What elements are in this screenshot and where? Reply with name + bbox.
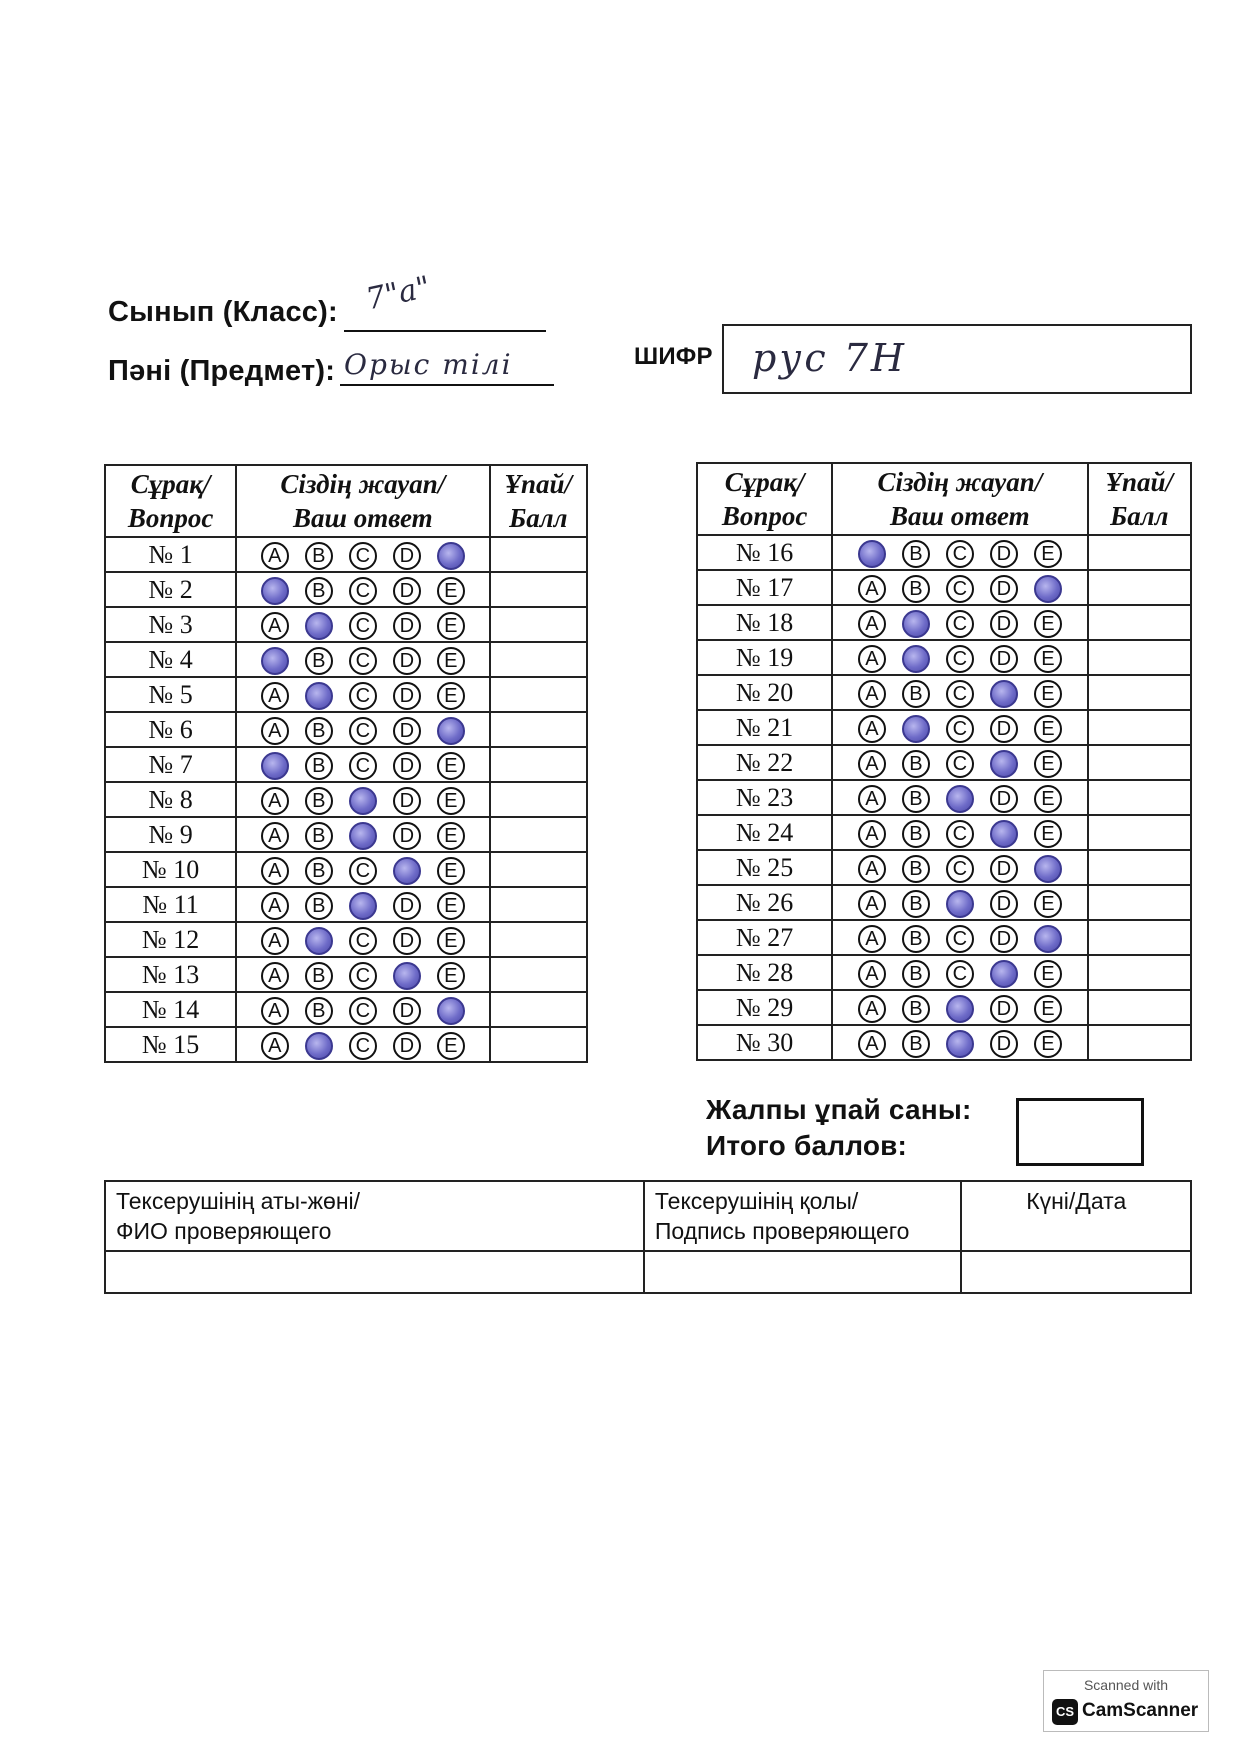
option-bubble-a[interactable]: A <box>858 820 886 848</box>
option-bubble-d[interactable]: D <box>990 645 1018 673</box>
score-cell <box>1088 640 1191 675</box>
option-bubble-a[interactable]: A <box>858 995 886 1023</box>
option-bubble-c[interactable]: C <box>349 997 377 1025</box>
score-header: Ұпай/ Балл <box>1088 463 1191 535</box>
option-bubble-a[interactable]: A <box>261 787 289 815</box>
question-row <box>697 605 1191 640</box>
option-bubble-a[interactable]: A <box>858 785 886 813</box>
option-bubble-b[interactable]: B <box>305 542 333 570</box>
option-bubble-b[interactable] <box>902 645 930 673</box>
option-bubble-a[interactable] <box>261 577 289 605</box>
total-score-box <box>1016 1098 1144 1166</box>
option-bubble-d[interactable]: D <box>990 855 1018 883</box>
option-bubble-c[interactable]: C <box>349 752 377 780</box>
option-bubble-e[interactable]: E <box>437 647 465 675</box>
question-header: Сұрақ/ Вопрос <box>697 463 832 535</box>
question-row <box>697 850 1191 885</box>
answer-options <box>236 537 489 572</box>
question-number: № 4 <box>105 642 236 677</box>
score-cell <box>490 817 587 852</box>
option-bubble-e[interactable]: E <box>437 787 465 815</box>
option-bubble-e[interactable] <box>437 717 465 745</box>
option-bubble-a[interactable]: A <box>261 892 289 920</box>
question-number: № 11 <box>105 887 236 922</box>
answer-options <box>832 850 1087 885</box>
option-bubble-b[interactable]: B <box>902 855 930 883</box>
option-bubble-d[interactable]: D <box>990 540 1018 568</box>
option-bubble-d[interactable] <box>990 750 1018 778</box>
question-row <box>697 920 1191 955</box>
option-bubble-b[interactable]: B <box>305 997 333 1025</box>
answer-options <box>832 605 1087 640</box>
question-number: № 1 <box>105 537 236 572</box>
question-number: № 29 <box>697 990 832 1025</box>
answer-options <box>832 535 1087 570</box>
question-row <box>697 640 1191 675</box>
camscanner-logo-icon: CS <box>1052 1699 1078 1725</box>
option-bubble-d[interactable]: D <box>990 715 1018 743</box>
option-bubble-a[interactable] <box>858 540 886 568</box>
option-bubble-a[interactable]: A <box>261 962 289 990</box>
option-bubble-b[interactable]: B <box>902 820 930 848</box>
option-bubble-c[interactable] <box>946 785 974 813</box>
question-row <box>105 887 587 922</box>
reviewer-name-header: Тексерушінің аты-жөні/ ФИО проверяющего <box>105 1181 644 1251</box>
answer-options <box>832 955 1087 990</box>
answer-options <box>832 675 1087 710</box>
option-bubble-e[interactable]: E <box>1034 785 1062 813</box>
question-number: № 21 <box>697 710 832 745</box>
question-number: № 30 <box>697 1025 832 1060</box>
option-bubble-a[interactable]: A <box>858 925 886 953</box>
option-bubble-d[interactable]: D <box>393 997 421 1025</box>
answer-options <box>832 885 1087 920</box>
option-bubble-d[interactable] <box>990 820 1018 848</box>
answer-options <box>832 815 1087 850</box>
question-number: № 27 <box>697 920 832 955</box>
question-number: № 5 <box>105 677 236 712</box>
option-bubble-d[interactable]: D <box>990 610 1018 638</box>
cipher-value: рус 7Н <box>752 336 908 380</box>
option-bubble-b[interactable]: B <box>902 540 930 568</box>
option-bubble-a[interactable]: A <box>261 822 289 850</box>
option-bubble-a[interactable]: A <box>858 960 886 988</box>
option-bubble-c[interactable]: C <box>946 645 974 673</box>
option-bubble-b[interactable]: B <box>902 925 930 953</box>
score-cell <box>1088 745 1191 780</box>
question-number: № 28 <box>697 955 832 990</box>
question-row <box>697 745 1191 780</box>
option-bubble-c[interactable]: C <box>946 820 974 848</box>
option-bubble-b[interactable]: B <box>305 857 333 885</box>
answer-options <box>832 640 1087 675</box>
option-bubble-b[interactable]: B <box>305 962 333 990</box>
watermark-line2: CamScanner <box>1082 1700 1199 1721</box>
option-bubble-c[interactable] <box>946 995 974 1023</box>
answer-options <box>832 990 1087 1025</box>
option-bubble-e[interactable]: E <box>437 577 465 605</box>
question-number: № 23 <box>697 780 832 815</box>
option-bubble-c[interactable]: C <box>349 577 377 605</box>
option-bubble-d[interactable]: D <box>393 927 421 955</box>
question-row <box>105 677 587 712</box>
option-bubble-c[interactable]: C <box>349 612 377 640</box>
question-row <box>105 957 587 992</box>
answer-options <box>236 887 489 922</box>
question-row <box>697 1025 1191 1060</box>
question-row <box>697 780 1191 815</box>
question-row <box>105 782 587 817</box>
option-bubble-a[interactable]: A <box>858 855 886 883</box>
option-bubble-d[interactable] <box>990 680 1018 708</box>
option-bubble-a[interactable]: A <box>858 680 886 708</box>
question-number: № 16 <box>697 535 832 570</box>
option-bubble-d[interactable]: D <box>990 995 1018 1023</box>
question-number: № 7 <box>105 747 236 782</box>
score-cell <box>490 922 587 957</box>
option-bubble-b[interactable]: B <box>902 995 930 1023</box>
score-cell <box>1088 675 1191 710</box>
option-bubble-d[interactable] <box>990 960 1018 988</box>
score-cell <box>490 747 587 782</box>
question-number: № 2 <box>105 572 236 607</box>
option-bubble-c[interactable]: C <box>946 855 974 883</box>
option-bubble-c[interactable]: C <box>349 962 377 990</box>
option-bubble-b[interactable] <box>902 610 930 638</box>
total-label-kz: Жалпы ұпай саны: <box>706 1094 972 1125</box>
question-number: № 13 <box>105 957 236 992</box>
answer-options <box>236 712 489 747</box>
option-bubble-d[interactable]: D <box>393 647 421 675</box>
answer-options <box>832 1025 1087 1060</box>
answer-options <box>832 780 1087 815</box>
option-bubble-e[interactable]: E <box>437 857 465 885</box>
option-bubble-b[interactable] <box>305 1032 333 1060</box>
question-row <box>697 535 1191 570</box>
answer-options <box>236 817 489 852</box>
option-bubble-e[interactable]: E <box>1034 890 1062 918</box>
option-bubble-e[interactable]: E <box>1034 715 1062 743</box>
score-header: Ұпай/ Балл <box>490 465 587 537</box>
score-cell <box>490 782 587 817</box>
question-row <box>105 852 587 887</box>
question-row <box>105 1027 587 1062</box>
option-bubble-c[interactable]: C <box>946 750 974 778</box>
reviewer-name-cell <box>105 1251 644 1293</box>
option-bubble-a[interactable]: A <box>858 750 886 778</box>
score-cell <box>490 607 587 642</box>
option-bubble-c[interactable]: C <box>349 927 377 955</box>
question-row <box>105 747 587 782</box>
question-number: № 3 <box>105 607 236 642</box>
question-row <box>697 955 1191 990</box>
option-bubble-b[interactable]: B <box>902 680 930 708</box>
option-bubble-e[interactable]: E <box>1034 1030 1062 1058</box>
option-bubble-c[interactable]: C <box>349 857 377 885</box>
date-header: Күні/Дата <box>961 1181 1191 1251</box>
question-number: № 9 <box>105 817 236 852</box>
answer-options <box>832 920 1087 955</box>
option-bubble-d[interactable]: D <box>393 787 421 815</box>
answer-options <box>236 992 489 1027</box>
reviewer-signature-header: Тексерушінің қолы/ Подпись проверяющего <box>644 1181 962 1251</box>
answer-options <box>236 607 489 642</box>
answer-options <box>832 745 1087 780</box>
option-bubble-c[interactable]: C <box>946 680 974 708</box>
option-bubble-d[interactable]: D <box>990 890 1018 918</box>
option-bubble-c[interactable] <box>349 787 377 815</box>
question-number: № 22 <box>697 745 832 780</box>
option-bubble-e[interactable] <box>437 997 465 1025</box>
answer-options <box>236 1027 489 1062</box>
question-row <box>105 572 587 607</box>
option-bubble-a[interactable]: A <box>858 575 886 603</box>
option-bubble-e[interactable]: E <box>437 612 465 640</box>
answer-options <box>236 747 489 782</box>
option-bubble-e[interactable]: E <box>437 682 465 710</box>
option-bubble-b[interactable] <box>305 612 333 640</box>
option-bubble-d[interactable]: D <box>990 785 1018 813</box>
option-bubble-e[interactable]: E <box>1034 680 1062 708</box>
option-bubble-d[interactable]: D <box>393 612 421 640</box>
answer-options <box>236 642 489 677</box>
score-cell <box>490 537 587 572</box>
option-bubble-c[interactable]: C <box>946 575 974 603</box>
question-number: № 10 <box>105 852 236 887</box>
question-number: № 6 <box>105 712 236 747</box>
question-row <box>105 607 587 642</box>
option-bubble-e[interactable]: E <box>437 1032 465 1060</box>
answer-options <box>236 852 489 887</box>
option-bubble-a[interactable]: A <box>261 682 289 710</box>
option-bubble-e[interactable]: E <box>437 752 465 780</box>
class-label: Сынып (Класс): <box>108 296 338 328</box>
camscanner-watermark <box>1043 1670 1209 1732</box>
option-bubble-a[interactable]: A <box>261 542 289 570</box>
answer-options <box>832 710 1087 745</box>
watermark-line1: Scanned with <box>1083 1677 1169 1693</box>
option-bubble-a[interactable]: A <box>261 612 289 640</box>
option-bubble-a[interactable]: A <box>261 857 289 885</box>
option-bubble-e[interactable] <box>1034 575 1062 603</box>
question-row <box>697 710 1191 745</box>
question-row <box>697 885 1191 920</box>
option-bubble-c[interactable]: C <box>349 1032 377 1060</box>
option-bubble-b[interactable]: B <box>305 577 333 605</box>
option-bubble-a[interactable] <box>261 752 289 780</box>
answer-table-right <box>696 462 1192 1061</box>
option-bubble-b[interactable]: B <box>305 822 333 850</box>
option-bubble-d[interactable]: D <box>990 1030 1018 1058</box>
option-bubble-b[interactable]: B <box>902 1030 930 1058</box>
question-number: № 20 <box>697 675 832 710</box>
score-cell <box>490 572 587 607</box>
question-number: № 14 <box>105 992 236 1027</box>
option-bubble-a[interactable]: A <box>261 997 289 1025</box>
total-label-ru: Итого баллов: <box>706 1130 908 1161</box>
option-bubble-e[interactable]: E <box>437 927 465 955</box>
date-cell <box>961 1251 1191 1293</box>
option-bubble-a[interactable]: A <box>858 1030 886 1058</box>
score-cell <box>1088 710 1191 745</box>
option-bubble-c[interactable]: C <box>349 717 377 745</box>
score-cell <box>490 642 587 677</box>
option-bubble-b[interactable]: B <box>902 785 930 813</box>
question-row <box>105 992 587 1027</box>
question-row <box>105 712 587 747</box>
answer-header: Сіздің жауап/ Ваш ответ <box>236 465 489 537</box>
question-header: Сұрақ/ Вопрос <box>105 465 236 537</box>
score-cell <box>1088 920 1191 955</box>
score-cell <box>1088 1025 1191 1060</box>
answer-options <box>236 572 489 607</box>
option-bubble-d[interactable]: D <box>393 822 421 850</box>
option-bubble-d[interactable]: D <box>393 717 421 745</box>
subject-label: Пәні (Предмет): <box>108 355 336 387</box>
score-cell <box>490 712 587 747</box>
option-bubble-d[interactable]: D <box>393 892 421 920</box>
answer-options <box>236 957 489 992</box>
question-row <box>697 675 1191 710</box>
option-bubble-b[interactable]: B <box>305 647 333 675</box>
option-bubble-d[interactable]: D <box>393 682 421 710</box>
option-bubble-c[interactable]: C <box>349 647 377 675</box>
question-number: № 17 <box>697 570 832 605</box>
answer-header: Сіздің жауап/ Ваш ответ <box>832 463 1087 535</box>
score-cell <box>490 852 587 887</box>
score-cell <box>1088 605 1191 640</box>
option-bubble-b[interactable] <box>305 927 333 955</box>
option-bubble-c[interactable] <box>946 890 974 918</box>
option-bubble-e[interactable]: E <box>1034 960 1062 988</box>
question-row <box>697 990 1191 1025</box>
subject-value: Орыс тілі <box>344 348 513 381</box>
option-bubble-d[interactable]: D <box>990 925 1018 953</box>
option-bubble-e[interactable]: E <box>437 892 465 920</box>
answer-table-left <box>104 464 588 1063</box>
score-cell <box>1088 535 1191 570</box>
option-bubble-d[interactable]: D <box>990 575 1018 603</box>
option-bubble-b[interactable]: B <box>902 890 930 918</box>
option-bubble-e[interactable]: E <box>437 822 465 850</box>
score-cell <box>1088 885 1191 920</box>
option-bubble-a[interactable]: A <box>858 890 886 918</box>
option-bubble-c[interactable]: C <box>946 715 974 743</box>
answer-options <box>236 782 489 817</box>
score-cell <box>1088 780 1191 815</box>
option-bubble-c[interactable] <box>349 822 377 850</box>
question-number: № 24 <box>697 815 832 850</box>
option-bubble-b[interactable]: B <box>305 787 333 815</box>
option-bubble-e[interactable] <box>1034 925 1062 953</box>
question-number: № 26 <box>697 885 832 920</box>
score-cell <box>490 957 587 992</box>
option-bubble-c[interactable]: C <box>349 542 377 570</box>
answer-options <box>832 570 1087 605</box>
option-bubble-e[interactable]: E <box>1034 645 1062 673</box>
option-bubble-b[interactable]: B <box>305 892 333 920</box>
option-bubble-d[interactable]: D <box>393 542 421 570</box>
reviewer-table <box>104 1180 1192 1294</box>
question-number: № 15 <box>105 1027 236 1062</box>
option-bubble-e[interactable]: E <box>1034 610 1062 638</box>
score-cell <box>1088 570 1191 605</box>
option-bubble-a[interactable]: A <box>858 715 886 743</box>
option-bubble-c[interactable] <box>349 892 377 920</box>
score-cell <box>1088 955 1191 990</box>
option-bubble-b[interactable]: B <box>305 752 333 780</box>
option-bubble-b[interactable]: B <box>902 575 930 603</box>
question-row <box>105 642 587 677</box>
reviewer-signature-cell <box>644 1251 962 1293</box>
question-number: № 25 <box>697 850 832 885</box>
option-bubble-d[interactable] <box>393 962 421 990</box>
answer-options <box>236 677 489 712</box>
option-bubble-a[interactable]: A <box>261 927 289 955</box>
option-bubble-e[interactable]: E <box>1034 540 1062 568</box>
option-bubble-c[interactable] <box>946 1030 974 1058</box>
cipher-label: ШИФР <box>634 343 713 370</box>
option-bubble-c[interactable]: C <box>349 682 377 710</box>
option-bubble-c[interactable]: C <box>946 540 974 568</box>
option-bubble-a[interactable]: A <box>858 610 886 638</box>
score-cell <box>490 1027 587 1062</box>
option-bubble-c[interactable]: C <box>946 610 974 638</box>
option-bubble-a[interactable] <box>261 647 289 675</box>
question-row <box>105 817 587 852</box>
option-bubble-b[interactable]: B <box>902 960 930 988</box>
option-bubble-a[interactable]: A <box>261 717 289 745</box>
question-row <box>105 537 587 572</box>
option-bubble-e[interactable] <box>437 542 465 570</box>
question-row <box>105 922 587 957</box>
question-row <box>697 570 1191 605</box>
option-bubble-e[interactable]: E <box>1034 750 1062 778</box>
question-row <box>697 815 1191 850</box>
question-number: № 19 <box>697 640 832 675</box>
answer-options <box>236 922 489 957</box>
score-cell <box>490 677 587 712</box>
option-bubble-d[interactable]: D <box>393 577 421 605</box>
score-cell <box>1088 990 1191 1025</box>
class-value: 7"а" <box>363 269 434 318</box>
question-number: № 12 <box>105 922 236 957</box>
score-cell <box>1088 815 1191 850</box>
option-bubble-a[interactable]: A <box>858 645 886 673</box>
score-cell <box>490 887 587 922</box>
option-bubble-e[interactable]: E <box>437 962 465 990</box>
option-bubble-b[interactable]: B <box>305 717 333 745</box>
option-bubble-d[interactable]: D <box>393 752 421 780</box>
option-bubble-a[interactable]: A <box>261 1032 289 1060</box>
option-bubble-e[interactable]: E <box>1034 820 1062 848</box>
option-bubble-e[interactable] <box>1034 855 1062 883</box>
score-cell <box>490 992 587 1027</box>
option-bubble-b[interactable] <box>305 682 333 710</box>
option-bubble-b[interactable]: B <box>902 750 930 778</box>
option-bubble-c[interactable]: C <box>946 925 974 953</box>
option-bubble-e[interactable]: E <box>1034 995 1062 1023</box>
option-bubble-b[interactable] <box>902 715 930 743</box>
option-bubble-d[interactable]: D <box>393 1032 421 1060</box>
option-bubble-c[interactable]: C <box>946 960 974 988</box>
question-number: № 18 <box>697 605 832 640</box>
question-number: № 8 <box>105 782 236 817</box>
option-bubble-d[interactable] <box>393 857 421 885</box>
score-cell <box>1088 850 1191 885</box>
